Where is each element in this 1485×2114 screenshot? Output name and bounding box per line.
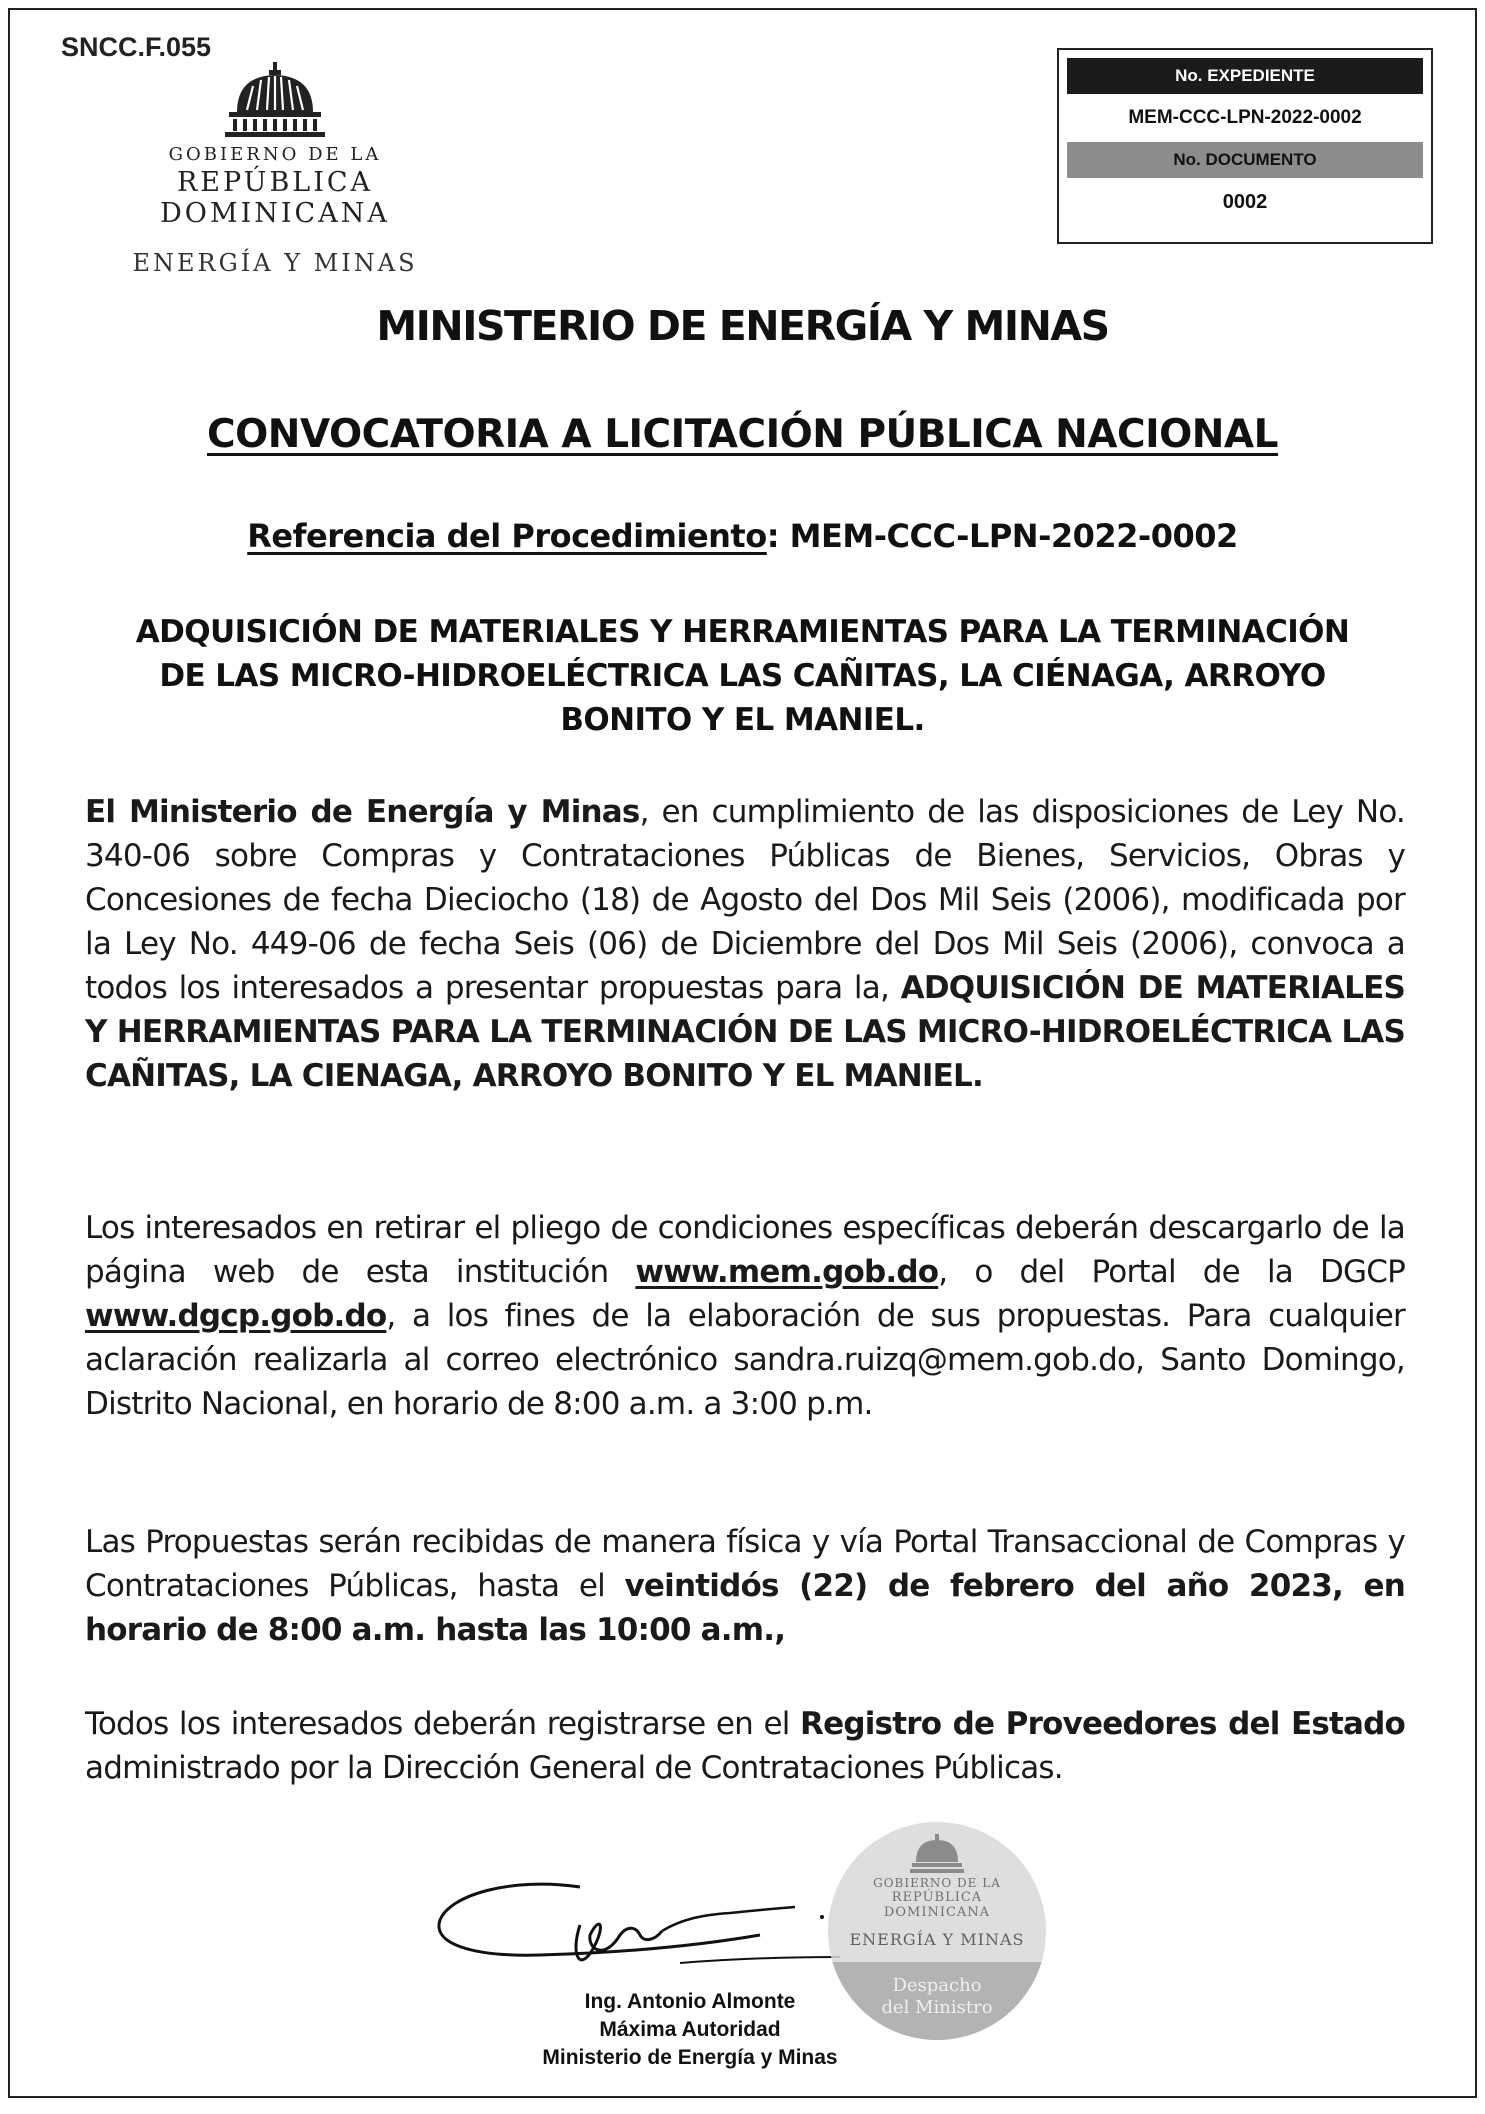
- reference-value: : MEM-CCC-LPN-2022-0002: [766, 517, 1238, 555]
- seal-dome-icon: [910, 1834, 964, 1874]
- paragraph-legal-basis: [85, 790, 1405, 1098]
- paragraph-bid-documents: [85, 1206, 1405, 1426]
- form-code: SNCC.F.055: [61, 32, 212, 62]
- signer-role: Máxima Autoridad: [599, 2018, 781, 2041]
- ministry-title: MINISTERIO DE ENERGÍA Y MINAS: [376, 302, 1109, 350]
- bid-documents-text-3: , a los fines de la elaboración de sus propuestas. Para cualquier aclaración realizarla al correo electrónico sandra.ruizq@mem.gob.do, Santo Domingo, Distrito Nacional, en horario de 8:00 a.m. a 3:00 p.m.: [85, 1298, 1405, 1422]
- signer-name: Ing. Antonio Almonte: [584, 1990, 796, 2013]
- submission-text: Las Propuestas serán recibidas de manera física y vía Portal Transaccional de Compras y Contrataciones Públicas, hasta el: [85, 1524, 1405, 1604]
- paragraph-submission-deadline: [85, 1520, 1405, 1652]
- procurement-subject: ADQUISICIÓN DE MATERIALES Y HERRAMIENTAS PARA LA TERMINACIÓN DE LAS MICRO-HIDROELÉCTRICA LAS CAÑITAS, LA CIÉNAGA, ARROYO BONITO Y EL MANIEL.: [135, 614, 1350, 738]
- capitol-dome-icon: [223, 62, 327, 138]
- expediente-box: [1057, 48, 1433, 244]
- logo-ministry-text: ENERGÍA Y MINAS: [132, 249, 418, 277]
- logo-republic-text: REPÚBLICA DOMINICANA: [160, 167, 390, 229]
- seal-text-line3: DOMINICANA: [883, 1905, 991, 1920]
- registry-text-1: Todos los interesados deberán registrarse en el: [85, 1706, 801, 1742]
- submission-deadline-bold: veintidós (22) de febrero del año 2023, en horario de 8:00 a.m. hasta las 10:00 a.m.,: [85, 1568, 1405, 1648]
- subject-bold: ADQUISICIÓN DE MATERIALES Y HERRAMIENTAS PARA LA TERMINACIÓN DE LAS MICRO-HIDROELÉCTRICA LAS CAÑITAS, LA CIENAGA, ARROYO BONITO Y EL MANIEL.: [85, 970, 1405, 1094]
- procedure-reference: [10, 517, 1475, 555]
- call-title: [10, 412, 1475, 457]
- ministry-name-bold: El Ministerio de Energía y Minas: [85, 794, 640, 830]
- expediente-label: No. EXPEDIENTE: [1067, 58, 1423, 94]
- registry-name-bold: Registro de Proveedores del Estado: [800, 1706, 1405, 1742]
- legal-basis-text: , en cumplimiento de las disposiciones de Ley No. 340-06 sobre Compras y Contrataciones Públicas de Bienes, Servicios, Obras y Concesiones de fecha Dieciocho (18) de Agosto del Dos Mil Seis (2006), modificada por la Ley No. 449-06 de fecha Seis (06) de Diciembre del Dos Mil Seis (2006), convoca a todos los interesados a presentar propuestas para la,: [85, 794, 1405, 1006]
- call-title-text: CONVOCATORIA A LICITACIÓN PÚBLICA NACIONAL: [207, 412, 1278, 457]
- seal-text-line2: REPÚBLICA: [891, 1890, 983, 1905]
- seal-text-line6: del Ministro: [881, 1997, 993, 2018]
- government-logo: [65, 62, 485, 282]
- signer-block: [480, 1988, 900, 2072]
- logo-government-text: GOBIERNO DE LA: [168, 144, 382, 165]
- seal-text-line1: GOBIERNO DE LA: [873, 1876, 1001, 1890]
- signer-organization: Ministerio de Energía y Minas: [542, 2046, 838, 2069]
- dgcp-website-link[interactable]: www.dgcp.gob.do: [85, 1298, 387, 1334]
- bid-documents-text-2: , o del Portal de la DGCP: [938, 1254, 1406, 1290]
- registry-text-2: administrado por la Dirección General de Contrataciones Públicas.: [85, 1750, 1063, 1786]
- bid-documents-text-1: Los interesados en retirar el pliego de condiciones específicas deberán descargarlo de la página web de esta institución: [85, 1210, 1405, 1290]
- documento-value: 0002: [1222, 191, 1268, 213]
- documento-label: No. DOCUMENTO: [1067, 142, 1423, 178]
- reference-label: Referencia del Procedimiento: [247, 517, 767, 555]
- paragraph-supplier-registry: [85, 1702, 1405, 1790]
- handwritten-signature: [430, 1865, 850, 1995]
- seal-text-line4: ENERGÍA Y MINAS: [849, 1930, 1025, 1949]
- mem-website-link[interactable]: www.mem.gob.do: [635, 1254, 939, 1290]
- expediente-value: MEM-CCC-LPN-2022-0002: [1128, 107, 1362, 128]
- seal-text-line5: Despacho: [892, 1975, 982, 1996]
- document-page: [8, 8, 1477, 2098]
